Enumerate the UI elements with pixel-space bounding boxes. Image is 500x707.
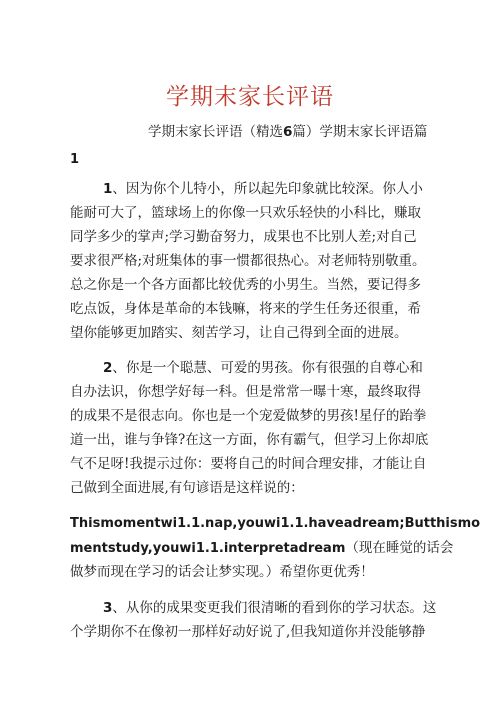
paragraph-1-text: 、因为你个儿特小，所以起先印象就比较深。你人小 [112, 181, 423, 197]
paragraph-1-line-3: 同学多少的掌声;学习勤奋努力，成果也不比别人差;对自己 [70, 229, 417, 245]
subtitle-text-pre: 学期末家长评语（精选 [148, 124, 283, 140]
paragraph-2-line-1 [103, 358, 423, 378]
paragraph-1-line-1 [103, 179, 423, 199]
english-quote-line-1: Thismomentwi1.1.nap,youwi1.1.haveadream;Butthismo [70, 516, 481, 531]
paragraph-3-line-1 [103, 598, 436, 618]
paragraph-2-line-3: 的成果不是很志向。你也是一个宠爱做梦的男孩!星仔的跆拳 [70, 408, 427, 424]
subtitle-count: 6 [283, 124, 293, 140]
paragraph-2-line-4: 道一出，谁与争锋?在这一方面，你有霸气，但学习上你却底 [70, 432, 429, 448]
paragraph-1-line-7: 望你能够更加踏实、刻苦学习，让自己得到全面的进展。 [70, 325, 408, 341]
english-quote-line-2 [70, 538, 453, 559]
quote-translation-start: （现在睡觉的话会 [345, 540, 454, 556]
paragraph-3-number: 3 [103, 600, 113, 616]
paragraph-1-number: 1 [103, 181, 113, 197]
subtitle-text-post: 篇）学期末家长评语篇 [292, 124, 428, 140]
paragraph-3-line-2: 个学期你不在像初一那样好动好说了,但我知道你并没能够静 [70, 624, 426, 640]
paragraph-3-text: 、从你的成果变更我们很清晰的看到你的学习状态。这 [112, 600, 437, 616]
english-quote-text: mentstudy,youwi1.1.interpretadream [70, 541, 346, 556]
paragraph-1-line-6: 吃点饭，身体是革命的本钱嘛，将来的学生任务还很重，希 [70, 301, 421, 317]
paragraph-2-last-line: 做梦而现在学习的话会让梦实现。）希望你更优秀！ [70, 564, 374, 580]
paragraph-2-number: 2 [103, 360, 113, 376]
paragraph-1-line-2: 能耐可大了，篮球场上的你像一只欢乐轻快的小科比，赚取 [70, 205, 421, 221]
subtitle-number: 1 [70, 152, 80, 167]
paragraph-2-line-6: 己做到全面进展,有句谚语是这样说的： [70, 480, 304, 496]
paragraph-2-line-5: 气不足呀!我提示过你：要将自己的时间合理安排，才能让自 [70, 456, 427, 472]
paragraph-2-text: 、你是一个聪慧、可爱的男孩。你有很强的自尊心和 [112, 360, 423, 376]
paragraph-1-line-4: 要求很严格;对班集体的事一惯都很热心。对老师特别敬重。 [70, 253, 426, 269]
document-subtitle [148, 122, 427, 142]
paragraph-1-line-5: 总之你是一个各方面都比较优秀的小男生。当然，要记得多 [70, 277, 421, 293]
document-title: 学期末家长评语 [166, 84, 334, 110]
paragraph-2-line-2: 自办法识，你想学好每一科。但是常常一曝十寒，最终取得 [70, 384, 421, 400]
